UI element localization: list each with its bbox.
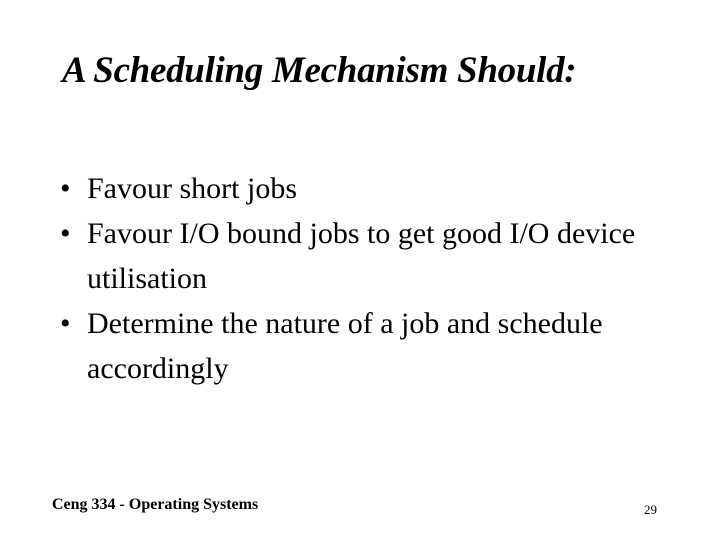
- bullet-list: [60, 166, 680, 391]
- bullet-item: [60, 166, 680, 211]
- bullet-dot-icon: •: [60, 307, 71, 340]
- bullet-text: Favour I/O bound jobs to get good I/O device utilisation: [87, 217, 636, 295]
- slide-title: A Scheduling Mechanism Should:: [62, 50, 577, 91]
- bullet-text: Determine the nature of a job and schedule accordingly: [87, 307, 603, 385]
- bullet-text: Favour short jobs: [87, 172, 297, 205]
- bullet-item: [60, 211, 680, 301]
- footer-course-label: Ceng 334 - Operating Systems: [52, 496, 259, 513]
- bullet-item: [60, 301, 680, 391]
- bullet-dot-icon: •: [60, 217, 71, 250]
- bullet-dot-icon: •: [60, 172, 71, 205]
- page-number: 29: [644, 502, 657, 517]
